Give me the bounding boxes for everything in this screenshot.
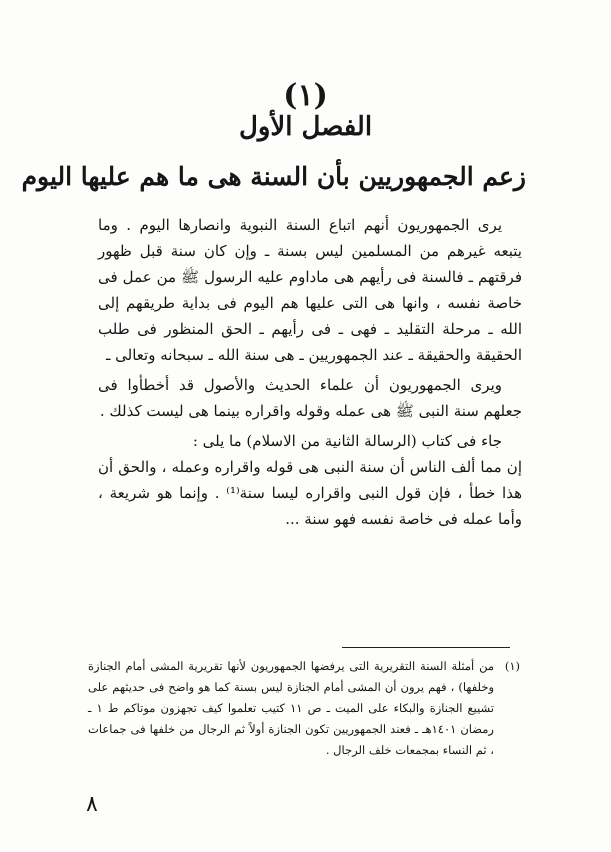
chapter-number: (١) — [283, 78, 328, 113]
footnote-divider — [342, 647, 510, 648]
chapter-label: الفصل الأول — [238, 112, 373, 142]
footnote — [88, 656, 520, 761]
paragraph-4-quote: إن مما ألف الناس أن سنة النبى هى قوله واقراره وعمله ، والحق أن هذا خطأ ، فإن قول النبى واقراره ليسا سنة⁽¹⁾ . وإنما هو شريعة ، وأما عمله فى خاصة نفسه فهو سنة ... — [98, 458, 523, 528]
footnote-text: من أمثلة السنة التقريرية التى يرفضها الجمهوريون لأنها تقريرية المشى أمام الجنازة وخلفها) ، فهم يرون أن المشى أمام الجنازة ليس بسنة كما هو واضح فى حديثهم على تشييع الجنازة والبكاء على الميت ـ ص ١١ كتيب تعلموا كيف تجهزون موتاكم ط ١ ـ رمضان ١٤٠١هـ ـ فعند الجمهوريين تكون الجنازة أولاً ثم الرجال من خلفها فى جماعات ، ثم النساء بمجمعات خلف الرجال . — [88, 659, 495, 757]
paragraph-3: جاء فى كتاب (الرسالة الثانية من الاسلام) ما يلى : — [192, 432, 502, 450]
body-text — [98, 212, 522, 532]
paragraph-2: ويرى الجمهوريون أن علماء الحديث والأصول قد أخطأوا فى جعلهم سنة النبى ﷺ هى عمله وقوله واقراره بينما هى ليست كذلك . — [98, 376, 522, 420]
paragraph-1: يرى الجمهوريون أنهم اتباع السنة النبوية وانصارها اليوم . وما يتبعه غيرهم من المسلمين ليس بسنة ـ وإن كان سنة قبل ظهور فرقتهم ـ فالسنة فى رأيهم هى ماداوم عليه الرسول ﷺ من عمل فى خاصة نفسه ، وانها هى التى عليها هم اليوم فى بداية طريقهم إلى الله ـ مرحلة التقليد ـ فهى ـ فى رأيهم ـ الحق المنظور فى طلب الحقيقة والحقيقة ـ عند الجمهوريين ـ هى سنة الله ـ سبحانه وتعالى ـ — [98, 216, 522, 364]
chapter-title: زعم الجمهوريين بأن السنة هى ما هم عليها اليوم — [21, 162, 526, 191]
footnote-marker: (١) — [504, 659, 520, 673]
page-number: ٨ — [86, 792, 98, 817]
